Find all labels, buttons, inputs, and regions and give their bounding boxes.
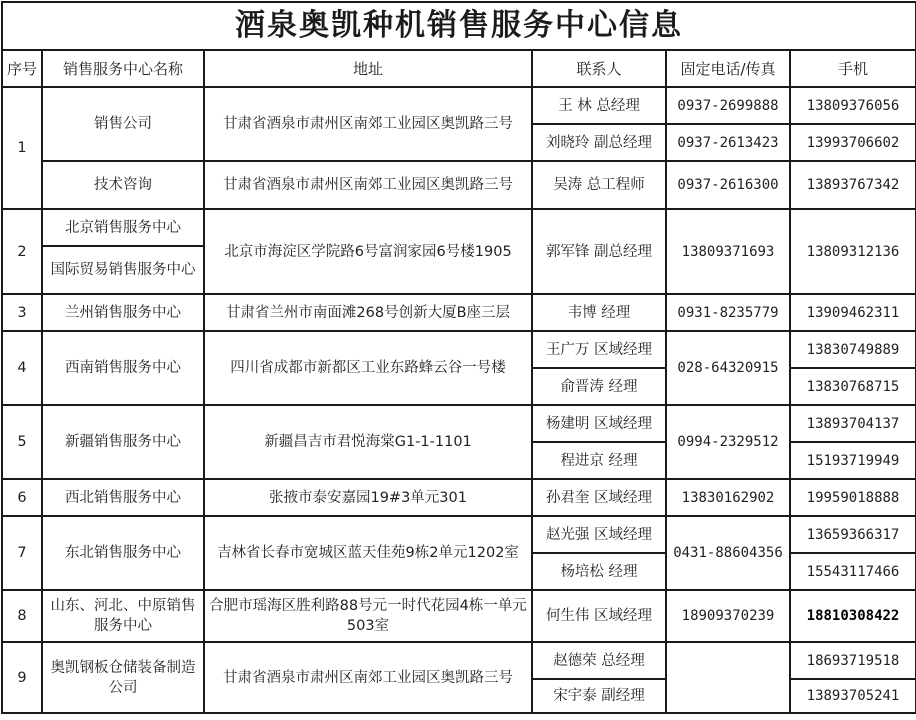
contact: 王广万 区域经理 xyxy=(532,331,666,368)
mobile: 13893767342 xyxy=(790,161,916,209)
address: 四川省成都市新都区工业东路蜂云谷一号楼 xyxy=(204,331,532,405)
table-row xyxy=(2,479,916,516)
phone: 028-64320915 xyxy=(666,331,790,405)
contact: 俞晋涛 经理 xyxy=(532,368,666,405)
mobile: 18810308422 xyxy=(790,590,916,642)
contact: 吴涛 总工程师 xyxy=(532,161,666,209)
table-row xyxy=(2,294,916,331)
row-index: 6 xyxy=(2,479,42,516)
center-name: 山东、河北、中原销售服务中心 xyxy=(42,590,204,642)
contact: 王 林 总经理 xyxy=(532,87,666,124)
center-name: 新疆销售服务中心 xyxy=(42,405,204,479)
table-row xyxy=(2,405,916,442)
row-index: 3 xyxy=(2,294,42,331)
phone: 13830162902 xyxy=(666,479,790,516)
address: 新疆昌吉市君悦海棠G1-1-1101 xyxy=(204,405,532,479)
header-row xyxy=(2,50,916,87)
mobile: 15193719949 xyxy=(790,442,916,479)
contact: 郭军锋 副总经理 xyxy=(532,209,666,294)
sales-center-table xyxy=(1,1,916,714)
contact: 何生伟 区域经理 xyxy=(532,590,666,642)
center-name: 销售公司 xyxy=(42,87,204,161)
mobile: 13809312136 xyxy=(790,209,916,294)
header-contact: 联系人 xyxy=(532,50,666,87)
address: 北京市海淀区学院路6号富润家园6号楼1905 xyxy=(204,209,532,294)
address: 吉林省长春市宽城区蓝天佳苑9栋2单元1202室 xyxy=(204,516,532,590)
center-name: 西南销售服务中心 xyxy=(42,331,204,405)
address: 甘肃省酒泉市肃州区南郊工业园区奥凯路三号 xyxy=(204,642,532,713)
address: 甘肃省兰州市南面滩268号创新大厦B座三层 xyxy=(204,294,532,331)
phone xyxy=(666,642,790,713)
header-mobile: 手机 xyxy=(790,50,916,87)
mobile: 13993706602 xyxy=(790,124,916,161)
center-name: 北京销售服务中心 xyxy=(42,209,204,246)
address: 甘肃省酒泉市肃州区南郊工业园区奥凯路三号 xyxy=(204,161,532,209)
mobile: 13909462311 xyxy=(790,294,916,331)
contact: 孙君奎 区域经理 xyxy=(532,479,666,516)
mobile: 15543117466 xyxy=(790,553,916,590)
phone: 18909370239 xyxy=(666,590,790,642)
contact: 宋宇泰 副经理 xyxy=(532,679,666,713)
header-phone-fax: 固定电话/传真 xyxy=(666,50,790,87)
center-name: 西北销售服务中心 xyxy=(42,479,204,516)
mobile: 18693719518 xyxy=(790,642,916,679)
table-row xyxy=(2,590,916,642)
header-address: 地址 xyxy=(204,50,532,87)
header-index: 序号 xyxy=(2,50,42,87)
contact: 杨培松 经理 xyxy=(532,553,666,590)
center-name: 技术咨询 xyxy=(42,161,204,209)
table-row xyxy=(2,209,916,246)
center-name: 兰州销售服务中心 xyxy=(42,294,204,331)
center-name: 东北销售服务中心 xyxy=(42,516,204,590)
contact: 刘晓玲 副总经理 xyxy=(532,124,666,161)
phone: 0431-88604356 xyxy=(666,516,790,590)
phone: 13809371693 xyxy=(666,209,790,294)
table-row xyxy=(2,87,916,124)
page-title: 酒泉奥凯种机销售服务中心信息 xyxy=(2,2,916,50)
mobile: 13809376056 xyxy=(790,87,916,124)
header-center-name: 销售服务中心名称 xyxy=(42,50,204,87)
address: 合肥市瑶海区胜利路88号元一时代花园4栋一单元503室 xyxy=(204,590,532,642)
phone: 0937-2616300 xyxy=(666,161,790,209)
row-index: 8 xyxy=(2,590,42,642)
contact: 赵光强 区域经理 xyxy=(532,516,666,553)
table-row xyxy=(2,642,916,679)
info-sheet xyxy=(1,1,915,718)
row-index: 2 xyxy=(2,209,42,294)
row-index: 5 xyxy=(2,405,42,479)
phone: 0994-2329512 xyxy=(666,405,790,479)
center-name: 国际贸易销售服务中心 xyxy=(42,246,204,294)
contact: 程进京 经理 xyxy=(532,442,666,479)
mobile: 19959018888 xyxy=(790,479,916,516)
mobile: 13830749889 xyxy=(790,331,916,368)
contact: 赵德荣 总经理 xyxy=(532,642,666,679)
address: 甘肃省酒泉市肃州区南郊工业园区奥凯路三号 xyxy=(204,87,532,161)
table-row xyxy=(2,331,916,368)
row-index: 7 xyxy=(2,516,42,590)
contact: 杨建明 区域经理 xyxy=(532,405,666,442)
center-name: 奥凯钢板仓储装备制造公司 xyxy=(42,642,204,713)
contact: 韦博 经理 xyxy=(532,294,666,331)
row-index: 4 xyxy=(2,331,42,405)
phone: 0937-2613423 xyxy=(666,124,790,161)
mobile: 13659366317 xyxy=(790,516,916,553)
address: 张掖市泰安嘉园19#3单元301 xyxy=(204,479,532,516)
phone: 0931-8235779 xyxy=(666,294,790,331)
row-index: 9 xyxy=(2,642,42,713)
mobile: 13893705241 xyxy=(790,679,916,713)
table-row xyxy=(2,516,916,553)
row-index: 1 xyxy=(2,87,42,209)
phone: 0937-2699888 xyxy=(666,87,790,124)
mobile: 13893704137 xyxy=(790,405,916,442)
table-row xyxy=(2,161,916,209)
mobile: 13830768715 xyxy=(790,368,916,405)
